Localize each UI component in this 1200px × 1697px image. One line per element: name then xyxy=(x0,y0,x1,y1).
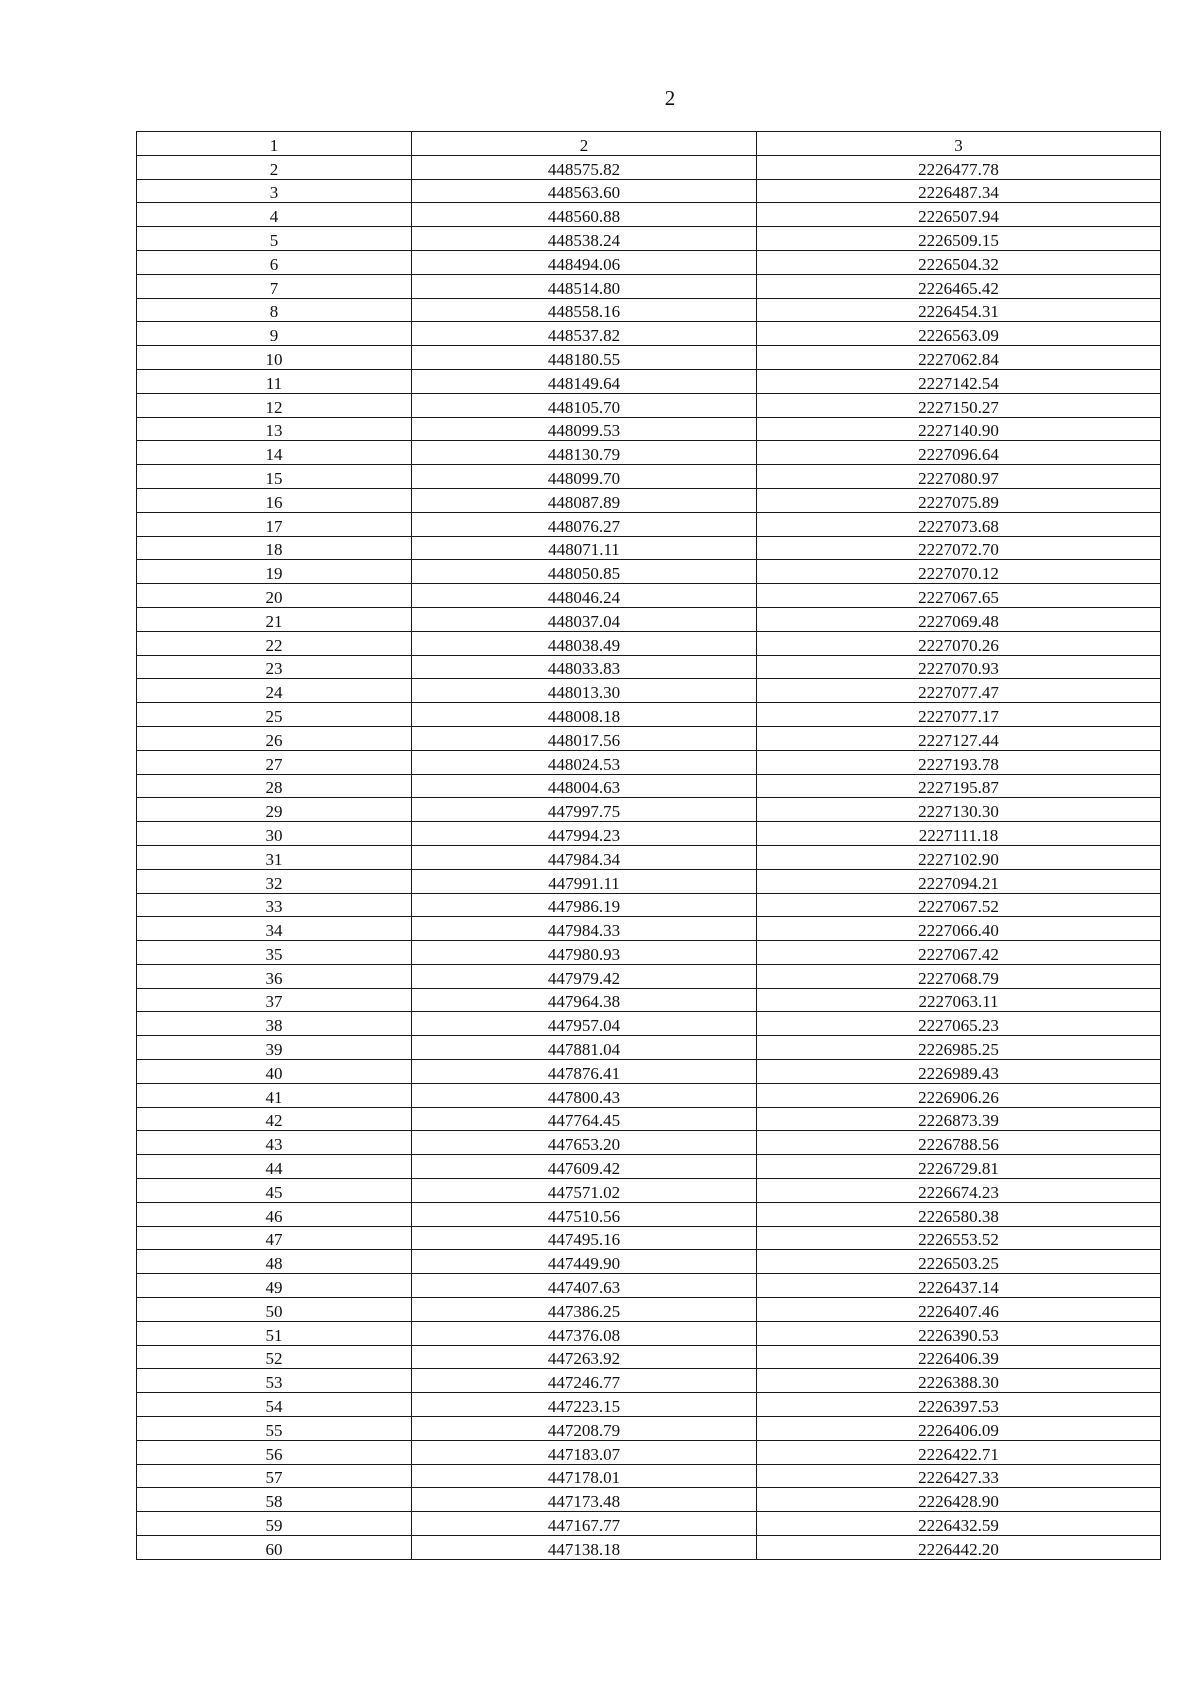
table-row xyxy=(137,1274,1161,1298)
cell-point-number: 31 xyxy=(137,845,412,869)
cell-point-number: 28 xyxy=(137,774,412,798)
table-row xyxy=(137,1036,1161,1060)
cell-point-number: 43 xyxy=(137,1131,412,1155)
cell-y-coordinate: 2227150.27 xyxy=(757,393,1161,417)
cell-y-coordinate: 2227070.93 xyxy=(757,655,1161,679)
cell-point-number: 36 xyxy=(137,964,412,988)
table-row xyxy=(137,631,1161,655)
table-row xyxy=(137,941,1161,965)
cell-x-coordinate: 448494.06 xyxy=(412,250,757,274)
cell-x-coordinate: 447984.33 xyxy=(412,917,757,941)
table-row xyxy=(137,607,1161,631)
cell-point-number: 55 xyxy=(137,1417,412,1441)
cell-y-coordinate: 2226477.78 xyxy=(757,155,1161,179)
cell-point-number: 24 xyxy=(137,679,412,703)
cell-y-coordinate: 2227070.12 xyxy=(757,560,1161,584)
header-cell-point: 1 xyxy=(137,132,412,156)
table-row xyxy=(137,298,1161,322)
cell-y-coordinate: 2226563.09 xyxy=(757,322,1161,346)
cell-y-coordinate: 2227096.64 xyxy=(757,441,1161,465)
cell-x-coordinate: 447386.25 xyxy=(412,1298,757,1322)
cell-y-coordinate: 2227063.11 xyxy=(757,988,1161,1012)
cell-x-coordinate: 448038.49 xyxy=(412,631,757,655)
cell-x-coordinate: 447376.08 xyxy=(412,1321,757,1345)
cell-x-coordinate: 448105.70 xyxy=(412,393,757,417)
cell-x-coordinate: 447138.18 xyxy=(412,1536,757,1560)
cell-y-coordinate: 2227062.84 xyxy=(757,346,1161,370)
cell-y-coordinate: 2226397.53 xyxy=(757,1393,1161,1417)
cell-x-coordinate: 448071.11 xyxy=(412,536,757,560)
cell-point-number: 16 xyxy=(137,488,412,512)
cell-x-coordinate: 447167.77 xyxy=(412,1512,757,1536)
header-cell-y: 3 xyxy=(757,132,1161,156)
table-row xyxy=(137,1179,1161,1203)
table-row xyxy=(137,1393,1161,1417)
cell-x-coordinate: 447178.01 xyxy=(412,1464,757,1488)
table-row xyxy=(137,822,1161,846)
cell-y-coordinate: 2227094.21 xyxy=(757,869,1161,893)
cell-y-coordinate: 2227072.70 xyxy=(757,536,1161,560)
cell-y-coordinate: 2227142.54 xyxy=(757,369,1161,393)
table-row xyxy=(137,155,1161,179)
table-row xyxy=(137,726,1161,750)
cell-y-coordinate: 2227140.90 xyxy=(757,417,1161,441)
cell-x-coordinate: 448563.60 xyxy=(412,179,757,203)
cell-point-number: 34 xyxy=(137,917,412,941)
table-row xyxy=(137,679,1161,703)
table-row xyxy=(137,250,1161,274)
table-row xyxy=(137,1202,1161,1226)
cell-point-number: 57 xyxy=(137,1464,412,1488)
cell-point-number: 18 xyxy=(137,536,412,560)
cell-point-number: 37 xyxy=(137,988,412,1012)
cell-point-number: 54 xyxy=(137,1393,412,1417)
cell-point-number: 10 xyxy=(137,346,412,370)
cell-y-coordinate: 2226388.30 xyxy=(757,1369,1161,1393)
cell-y-coordinate: 2226390.53 xyxy=(757,1321,1161,1345)
table-row xyxy=(137,179,1161,203)
cell-x-coordinate: 448537.82 xyxy=(412,322,757,346)
cell-x-coordinate: 448538.24 xyxy=(412,227,757,251)
table-row xyxy=(137,774,1161,798)
cell-point-number: 3 xyxy=(137,179,412,203)
cell-point-number: 39 xyxy=(137,1036,412,1060)
table-row xyxy=(137,488,1161,512)
table-row xyxy=(137,917,1161,941)
cell-y-coordinate: 2227080.97 xyxy=(757,465,1161,489)
cell-x-coordinate: 447800.43 xyxy=(412,1083,757,1107)
cell-point-number: 49 xyxy=(137,1274,412,1298)
cell-point-number: 59 xyxy=(137,1512,412,1536)
table-row xyxy=(137,1488,1161,1512)
table-row xyxy=(137,1226,1161,1250)
table-row xyxy=(137,346,1161,370)
table-row xyxy=(137,322,1161,346)
cell-y-coordinate: 2227070.26 xyxy=(757,631,1161,655)
cell-point-number: 23 xyxy=(137,655,412,679)
cell-x-coordinate: 448087.89 xyxy=(412,488,757,512)
cell-x-coordinate: 447986.19 xyxy=(412,893,757,917)
table-row xyxy=(137,988,1161,1012)
cell-x-coordinate: 448099.70 xyxy=(412,465,757,489)
table-row xyxy=(137,1321,1161,1345)
page-number: 2 xyxy=(664,86,676,110)
cell-y-coordinate: 2226428.90 xyxy=(757,1488,1161,1512)
cell-y-coordinate: 2226674.23 xyxy=(757,1179,1161,1203)
cell-y-coordinate: 2226427.33 xyxy=(757,1464,1161,1488)
cell-x-coordinate: 447964.38 xyxy=(412,988,757,1012)
cell-y-coordinate: 2226509.15 xyxy=(757,227,1161,251)
table-row xyxy=(137,750,1161,774)
header-cell-x: 2 xyxy=(412,132,757,156)
table-row xyxy=(137,536,1161,560)
cell-point-number: 14 xyxy=(137,441,412,465)
cell-x-coordinate: 447994.23 xyxy=(412,822,757,846)
cell-point-number: 19 xyxy=(137,560,412,584)
table-body xyxy=(137,132,1161,1560)
table-header-row xyxy=(137,132,1161,156)
cell-x-coordinate: 448575.82 xyxy=(412,155,757,179)
cell-y-coordinate: 2226406.39 xyxy=(757,1345,1161,1369)
cell-x-coordinate: 447876.41 xyxy=(412,1060,757,1084)
cell-point-number: 47 xyxy=(137,1226,412,1250)
table-row xyxy=(137,512,1161,536)
table-row xyxy=(137,465,1161,489)
table-row xyxy=(137,1083,1161,1107)
cell-x-coordinate: 447183.07 xyxy=(412,1440,757,1464)
cell-y-coordinate: 2227111.18 xyxy=(757,822,1161,846)
table-row xyxy=(137,869,1161,893)
table-row xyxy=(137,369,1161,393)
table-row xyxy=(137,655,1161,679)
cell-point-number: 6 xyxy=(137,250,412,274)
cell-point-number: 33 xyxy=(137,893,412,917)
table-row xyxy=(137,893,1161,917)
table-row xyxy=(137,1131,1161,1155)
cell-x-coordinate: 448004.63 xyxy=(412,774,757,798)
cell-x-coordinate: 447246.77 xyxy=(412,1369,757,1393)
cell-x-coordinate: 447571.02 xyxy=(412,1179,757,1203)
table-row xyxy=(137,1250,1161,1274)
table-row xyxy=(137,560,1161,584)
cell-point-number: 11 xyxy=(137,369,412,393)
cell-point-number: 25 xyxy=(137,703,412,727)
cell-point-number: 40 xyxy=(137,1060,412,1084)
table-row xyxy=(137,1298,1161,1322)
table-row xyxy=(137,845,1161,869)
cell-x-coordinate: 448560.88 xyxy=(412,203,757,227)
cell-x-coordinate: 448099.53 xyxy=(412,417,757,441)
cell-x-coordinate: 448046.24 xyxy=(412,584,757,608)
cell-point-number: 26 xyxy=(137,726,412,750)
cell-x-coordinate: 448180.55 xyxy=(412,346,757,370)
cell-point-number: 22 xyxy=(137,631,412,655)
cell-x-coordinate: 448130.79 xyxy=(412,441,757,465)
cell-point-number: 53 xyxy=(137,1369,412,1393)
cell-y-coordinate: 2226507.94 xyxy=(757,203,1161,227)
cell-y-coordinate: 2226906.26 xyxy=(757,1083,1161,1107)
cell-x-coordinate: 447984.34 xyxy=(412,845,757,869)
cell-x-coordinate: 447991.11 xyxy=(412,869,757,893)
cell-y-coordinate: 2226454.31 xyxy=(757,298,1161,322)
cell-y-coordinate: 2226406.09 xyxy=(757,1417,1161,1441)
cell-y-coordinate: 2227067.65 xyxy=(757,584,1161,608)
cell-y-coordinate: 2226442.20 xyxy=(757,1536,1161,1560)
cell-y-coordinate: 2227195.87 xyxy=(757,774,1161,798)
cell-point-number: 21 xyxy=(137,607,412,631)
cell-x-coordinate: 447495.16 xyxy=(412,1226,757,1250)
cell-x-coordinate: 448017.56 xyxy=(412,726,757,750)
cell-x-coordinate: 448008.18 xyxy=(412,703,757,727)
cell-x-coordinate: 447609.42 xyxy=(412,1155,757,1179)
cell-y-coordinate: 2227077.47 xyxy=(757,679,1161,703)
cell-y-coordinate: 2226407.46 xyxy=(757,1298,1161,1322)
cell-point-number: 8 xyxy=(137,298,412,322)
cell-point-number: 20 xyxy=(137,584,412,608)
cell-x-coordinate: 447881.04 xyxy=(412,1036,757,1060)
cell-y-coordinate: 2226985.25 xyxy=(757,1036,1161,1060)
cell-point-number: 30 xyxy=(137,822,412,846)
table-row xyxy=(137,1536,1161,1560)
table-row xyxy=(137,964,1161,988)
table-row xyxy=(137,393,1161,417)
cell-point-number: 46 xyxy=(137,1202,412,1226)
cell-x-coordinate: 447208.79 xyxy=(412,1417,757,1441)
cell-x-coordinate: 447997.75 xyxy=(412,798,757,822)
cell-y-coordinate: 2227127.44 xyxy=(757,726,1161,750)
table-row xyxy=(137,1060,1161,1084)
table-row xyxy=(137,203,1161,227)
cell-y-coordinate: 2227065.23 xyxy=(757,1012,1161,1036)
cell-point-number: 52 xyxy=(137,1345,412,1369)
cell-y-coordinate: 2227075.89 xyxy=(757,488,1161,512)
cell-point-number: 51 xyxy=(137,1321,412,1345)
table-row xyxy=(137,1345,1161,1369)
cell-point-number: 32 xyxy=(137,869,412,893)
cell-point-number: 5 xyxy=(137,227,412,251)
cell-x-coordinate: 447407.63 xyxy=(412,1274,757,1298)
cell-y-coordinate: 2227073.68 xyxy=(757,512,1161,536)
cell-x-coordinate: 448558.16 xyxy=(412,298,757,322)
cell-y-coordinate: 2226989.43 xyxy=(757,1060,1161,1084)
cell-y-coordinate: 2226553.52 xyxy=(757,1226,1161,1250)
cell-y-coordinate: 2226504.32 xyxy=(757,250,1161,274)
cell-y-coordinate: 2227068.79 xyxy=(757,964,1161,988)
cell-x-coordinate: 447449.90 xyxy=(412,1250,757,1274)
cell-y-coordinate: 2227193.78 xyxy=(757,750,1161,774)
table-row xyxy=(137,1155,1161,1179)
cell-x-coordinate: 448514.80 xyxy=(412,274,757,298)
cell-x-coordinate: 448050.85 xyxy=(412,560,757,584)
table-row xyxy=(137,274,1161,298)
cell-y-coordinate: 2227067.52 xyxy=(757,893,1161,917)
cell-point-number: 15 xyxy=(137,465,412,489)
table-row xyxy=(137,417,1161,441)
cell-x-coordinate: 448033.83 xyxy=(412,655,757,679)
cell-x-coordinate: 448013.30 xyxy=(412,679,757,703)
table-row xyxy=(137,584,1161,608)
table-row xyxy=(137,1369,1161,1393)
table-row xyxy=(137,1512,1161,1536)
cell-y-coordinate: 2227067.42 xyxy=(757,941,1161,965)
cell-y-coordinate: 2226487.34 xyxy=(757,179,1161,203)
cell-y-coordinate: 2227069.48 xyxy=(757,607,1161,631)
cell-y-coordinate: 2226580.38 xyxy=(757,1202,1161,1226)
cell-point-number: 41 xyxy=(137,1083,412,1107)
table-row xyxy=(137,227,1161,251)
cell-point-number: 44 xyxy=(137,1155,412,1179)
cell-y-coordinate: 2226432.59 xyxy=(757,1512,1161,1536)
table-row xyxy=(137,798,1161,822)
cell-point-number: 48 xyxy=(137,1250,412,1274)
cell-y-coordinate: 2226788.56 xyxy=(757,1131,1161,1155)
cell-point-number: 27 xyxy=(137,750,412,774)
cell-x-coordinate: 447979.42 xyxy=(412,964,757,988)
cell-y-coordinate: 2226873.39 xyxy=(757,1107,1161,1131)
cell-x-coordinate: 447764.45 xyxy=(412,1107,757,1131)
cell-y-coordinate: 2226465.42 xyxy=(757,274,1161,298)
cell-y-coordinate: 2227130.30 xyxy=(757,798,1161,822)
cell-point-number: 58 xyxy=(137,1488,412,1512)
cell-point-number: 50 xyxy=(137,1298,412,1322)
cell-x-coordinate: 447957.04 xyxy=(412,1012,757,1036)
cell-x-coordinate: 447980.93 xyxy=(412,941,757,965)
table-row xyxy=(137,1464,1161,1488)
cell-point-number: 17 xyxy=(137,512,412,536)
cell-y-coordinate: 2227077.17 xyxy=(757,703,1161,727)
cell-point-number: 12 xyxy=(137,393,412,417)
cell-y-coordinate: 2226503.25 xyxy=(757,1250,1161,1274)
cell-y-coordinate: 2226437.14 xyxy=(757,1274,1161,1298)
cell-point-number: 13 xyxy=(137,417,412,441)
cell-y-coordinate: 2226422.71 xyxy=(757,1440,1161,1464)
cell-x-coordinate: 447263.92 xyxy=(412,1345,757,1369)
table-row xyxy=(137,441,1161,465)
table-row xyxy=(137,703,1161,727)
cell-x-coordinate: 448037.04 xyxy=(412,607,757,631)
table-row xyxy=(137,1012,1161,1036)
cell-y-coordinate: 2226729.81 xyxy=(757,1155,1161,1179)
table-row xyxy=(137,1440,1161,1464)
cell-point-number: 29 xyxy=(137,798,412,822)
cell-point-number: 60 xyxy=(137,1536,412,1560)
cell-point-number: 45 xyxy=(137,1179,412,1203)
cell-x-coordinate: 448024.53 xyxy=(412,750,757,774)
cell-point-number: 42 xyxy=(137,1107,412,1131)
cell-point-number: 35 xyxy=(137,941,412,965)
cell-point-number: 38 xyxy=(137,1012,412,1036)
cell-y-coordinate: 2227066.40 xyxy=(757,917,1161,941)
cell-x-coordinate: 447173.48 xyxy=(412,1488,757,1512)
coordinates-table xyxy=(136,131,1161,1560)
cell-x-coordinate: 447510.56 xyxy=(412,1202,757,1226)
table-row xyxy=(137,1107,1161,1131)
cell-point-number: 2 xyxy=(137,155,412,179)
table-row xyxy=(137,1417,1161,1441)
cell-point-number: 9 xyxy=(137,322,412,346)
cell-y-coordinate: 2227102.90 xyxy=(757,845,1161,869)
cell-x-coordinate: 448149.64 xyxy=(412,369,757,393)
cell-point-number: 4 xyxy=(137,203,412,227)
cell-point-number: 56 xyxy=(137,1440,412,1464)
cell-x-coordinate: 447653.20 xyxy=(412,1131,757,1155)
cell-point-number: 7 xyxy=(137,274,412,298)
cell-x-coordinate: 447223.15 xyxy=(412,1393,757,1417)
cell-x-coordinate: 448076.27 xyxy=(412,512,757,536)
